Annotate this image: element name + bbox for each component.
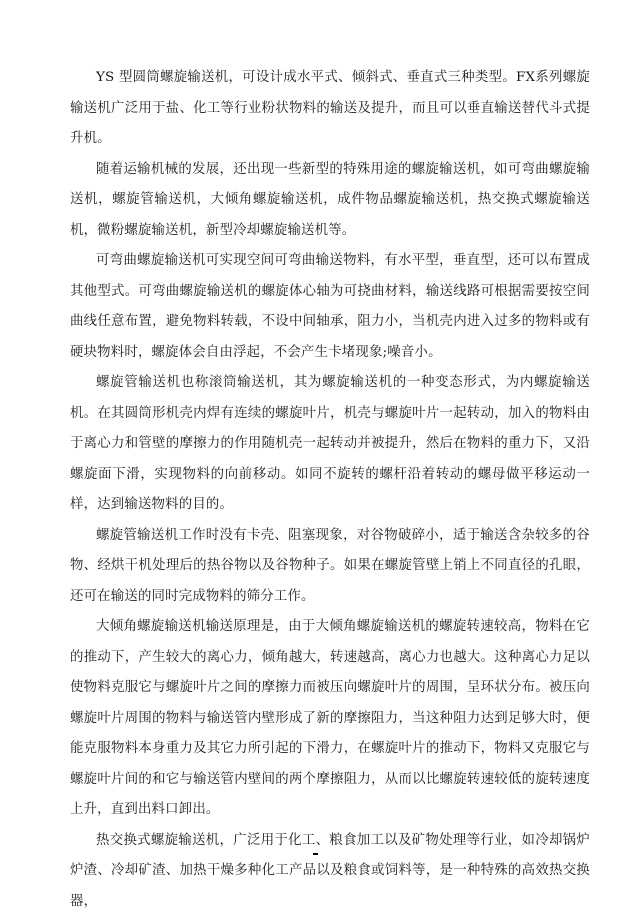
- paragraph-1: YS 型圆筒螺旋输送机，可设计成水平式、倾斜式、垂直式三种类型。FX系列螺旋输送机广泛用于盐、化工等行业粉状物料的输送及提升，而且可以垂直输送替代斗式提升机。: [70, 63, 590, 155]
- paragraph-2: 随着运输机械的发展，还出现一些新型的特殊用途的螺旋输送机，如可弯曲螺旋输送机，螺旋管输送机，大倾角螺旋输送机，成件物品螺旋输送机，热交换式螺旋输送机，微粉螺旋输送机，新型冷却螺旋输送机等。: [70, 155, 590, 247]
- paragraph-7: 热交换式螺旋输送机，广泛用于化工、粮食加工以及矿物处理等行业，如冷却锅炉炉渣、冷却矿渣、加热干燥多种化工产品以及粮食或饲料等，是一种特殊的高效热交换器，: [70, 826, 590, 917]
- paragraph-4: 螺旋管输送机也称滚筒输送机，其为螺旋输送机的一种变态形式，为内螺旋输送机。在其圆筒形机壳内焊有连续的螺旋叶片，机壳与螺旋叶片一起转动，加入的物料由于离心力和管壁的摩擦力的作用随机壳一起转动并被提升，然后在物料的重力下，又沿螺旋面下滑，实现物料的向前移动。如同不旋转的螺杆沿着转动的螺母做平移运动一样，达到输送物料的目的。: [70, 368, 590, 521]
- paragraph-3: 可弯曲螺旋输送机可实现空间可弯曲输送物料，有水平型，垂直型，还可以布置成其他型式。可弯曲螺旋输送机的螺旋体心轴为可挠曲材料，输送线路可根据需要按空间曲线任意布置，避免物料转载，不设中间轴承，阻力小，当机壳内进入过多的物料或有硬块物料时，螺旋体会自由浮起，不会产生卡堵现象;噪音小。: [70, 246, 590, 368]
- page-number-mark: [313, 853, 318, 855]
- document-body: [70, 63, 590, 917]
- paragraph-5: 螺旋管输送机工作时没有卡壳、阻塞现象，对谷物破碎小，适于输送含杂较多的谷物、经烘干机处理后的热谷物以及谷物种子。如果在螺旋管壁上销上不同直径的孔眼，还可在输送的同时完成物料的筛分工作。: [70, 521, 590, 613]
- paragraph-6: 大倾角螺旋输送机输送原理是，由于大倾角螺旋输送机的螺旋转速较高，物料在它的推动下，产生较大的离心力，倾角越大，转速越高，离心力也越大。这种离心力足以使物料克服它与螺旋叶片之间的摩擦力而被压向螺旋叶片的周围，呈环状分布。被压向螺旋叶片周围的物料与输送管内壁形成了新的摩擦阻力，当这种阻力达到足够大时，便能克服物料本身重力及其它力所引起的下滑力，在螺旋叶片的推动下，物料又克服它与螺旋叶片间的和它与输送管内壁间的两个摩擦阻力，从而以比螺旋转速较低的旋转速度上升，直到出料口卸出。: [70, 612, 590, 826]
